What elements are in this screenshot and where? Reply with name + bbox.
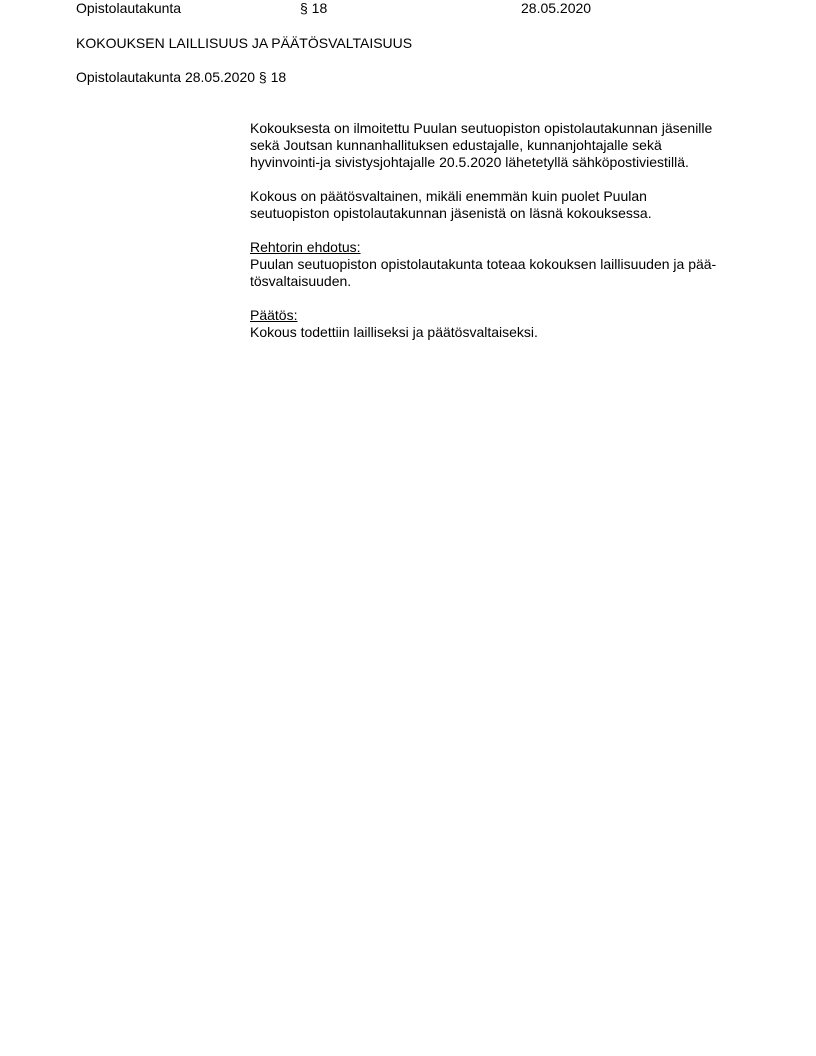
decision-heading: Päätös: xyxy=(250,307,298,323)
proposal-section xyxy=(250,239,750,290)
decision-section xyxy=(250,307,750,341)
header-section-number: § 18 xyxy=(300,0,328,16)
proposal-heading: Rehtorin ehdotus: xyxy=(250,239,361,255)
proposal-line: Puulan seutuopiston opistolautakunta toteaa kokouksen laillisuuden ja pää- xyxy=(250,256,717,272)
header-date: 28.05.2020 xyxy=(521,0,592,16)
meeting-reference: Opistolautakunta 28.05.2020 § 18 xyxy=(76,69,287,85)
document-title: KOKOUKSEN LAILLISUUS JA PÄÄTÖSVALTAISUUS xyxy=(76,35,413,51)
paragraph-line: seutuopiston opistolautakunnan jäsenistä on läsnä kokouksessa. xyxy=(250,205,652,221)
header-body-name: Opistolautakunta xyxy=(76,0,182,16)
quorum-paragraph xyxy=(250,188,750,222)
paragraph-line: hyvinvointi-ja sivistysjohtajalle 20.5.2020 lähetetyllä sähköpostiviestillä. xyxy=(250,154,689,170)
decision-line: Kokous todettiin lailliseksi ja päätösvaltaiseksi. xyxy=(250,324,538,340)
paragraph-line: Kokous on päätösvaltainen, mikäli enemmän kuin puolet Puulan xyxy=(250,188,647,204)
proposal-line: tösvaltaisuuden. xyxy=(250,273,352,289)
paragraph-line: sekä Joutsan kunnanhallituksen edustajalle, kunnanjohtajalle sekä xyxy=(250,137,662,153)
document-body xyxy=(250,120,750,358)
paragraph-line: Kokouksesta on ilmoitettu Puulan seutuopiston opistolautakunnan jäsenille xyxy=(250,120,713,136)
notification-paragraph xyxy=(250,120,750,171)
